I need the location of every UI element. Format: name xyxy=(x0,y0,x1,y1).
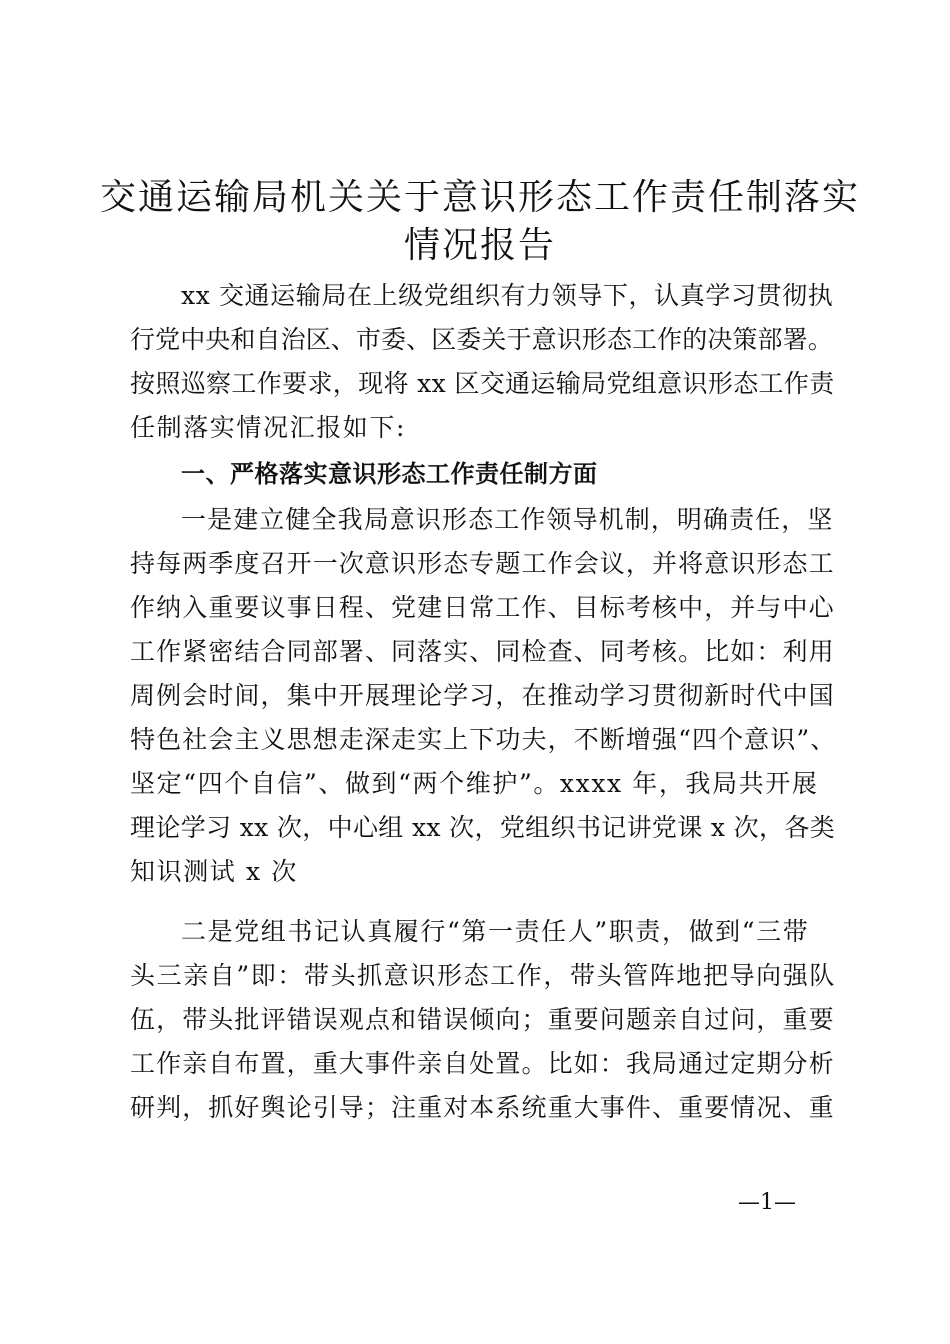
document-title-line-1: 交通运输局机关关于意识形态工作责任制落实 xyxy=(100,177,861,218)
page-number: —1— xyxy=(738,1190,796,1215)
section-heading: 一、严格落实意识形态工作责任制方面 xyxy=(181,460,598,488)
paragraph-line: 坚定“四个自信”、做到“两个维护”。xxxx 年，我局共开展 xyxy=(130,769,819,798)
document-title-line-2: 情况报告 xyxy=(403,225,556,266)
paragraph-line: 持每两季度召开一次意识形态专题工作会议，并将意识形态工 xyxy=(130,549,835,578)
paragraph-line: 伍，带头批评错误观点和错误倾向；重要问题亲自过问，重要 xyxy=(130,1005,835,1034)
paragraph-line: 一是建立健全我局意识形态工作领导机制，明确责任，坚 xyxy=(181,505,834,534)
paragraph-line: 工作亲自布置，重大事件亲自处置。比如：我局通过定期分析 xyxy=(130,1049,835,1078)
paragraph-line: 工作紧密结合同部署、同落实、同检查、同考核。比如：利用 xyxy=(130,637,835,666)
intro-line: 任制落实情况汇报如下: xyxy=(130,413,407,442)
paragraph-line: 理论学习 xx 次，中心组 xx 次，党组织书记讲党课 x 次，各类 xyxy=(130,813,836,842)
intro-line: 行党中央和自治区、市委、区委关于意识形态工作的决策部署。 xyxy=(130,325,833,354)
paragraph-line: 知识测试 x 次 xyxy=(130,857,298,886)
paragraph-line: 头三亲自”即：带头抓意识形态工作，带头管阵地把导向强队 xyxy=(130,961,836,990)
paragraph-line: 作纳入重要议事日程、党建日常工作、目标考核中，并与中心 xyxy=(130,593,835,622)
paragraph-line: 特色社会主义思想走深走实上下功夫，不断增强“四个意识”、 xyxy=(130,725,837,754)
intro-line: xx 交通运输局在上级党组织有力领导下，认真学习贯彻执 xyxy=(181,281,834,310)
intro-line: 按照巡察工作要求，现将 xx 区交通运输局党组意识形态工作责 xyxy=(130,369,835,398)
paragraph-line: 研判，抓好舆论引导；注重对本系统重大事件、重要情况、重 xyxy=(130,1093,835,1122)
paragraph-line: 二是党组书记认真履行“第一责任人”职责，做到“三带 xyxy=(181,917,810,946)
paragraph-line: 周例会时间，集中开展理论学习，在推动学习贯彻新时代中国 xyxy=(130,681,835,710)
